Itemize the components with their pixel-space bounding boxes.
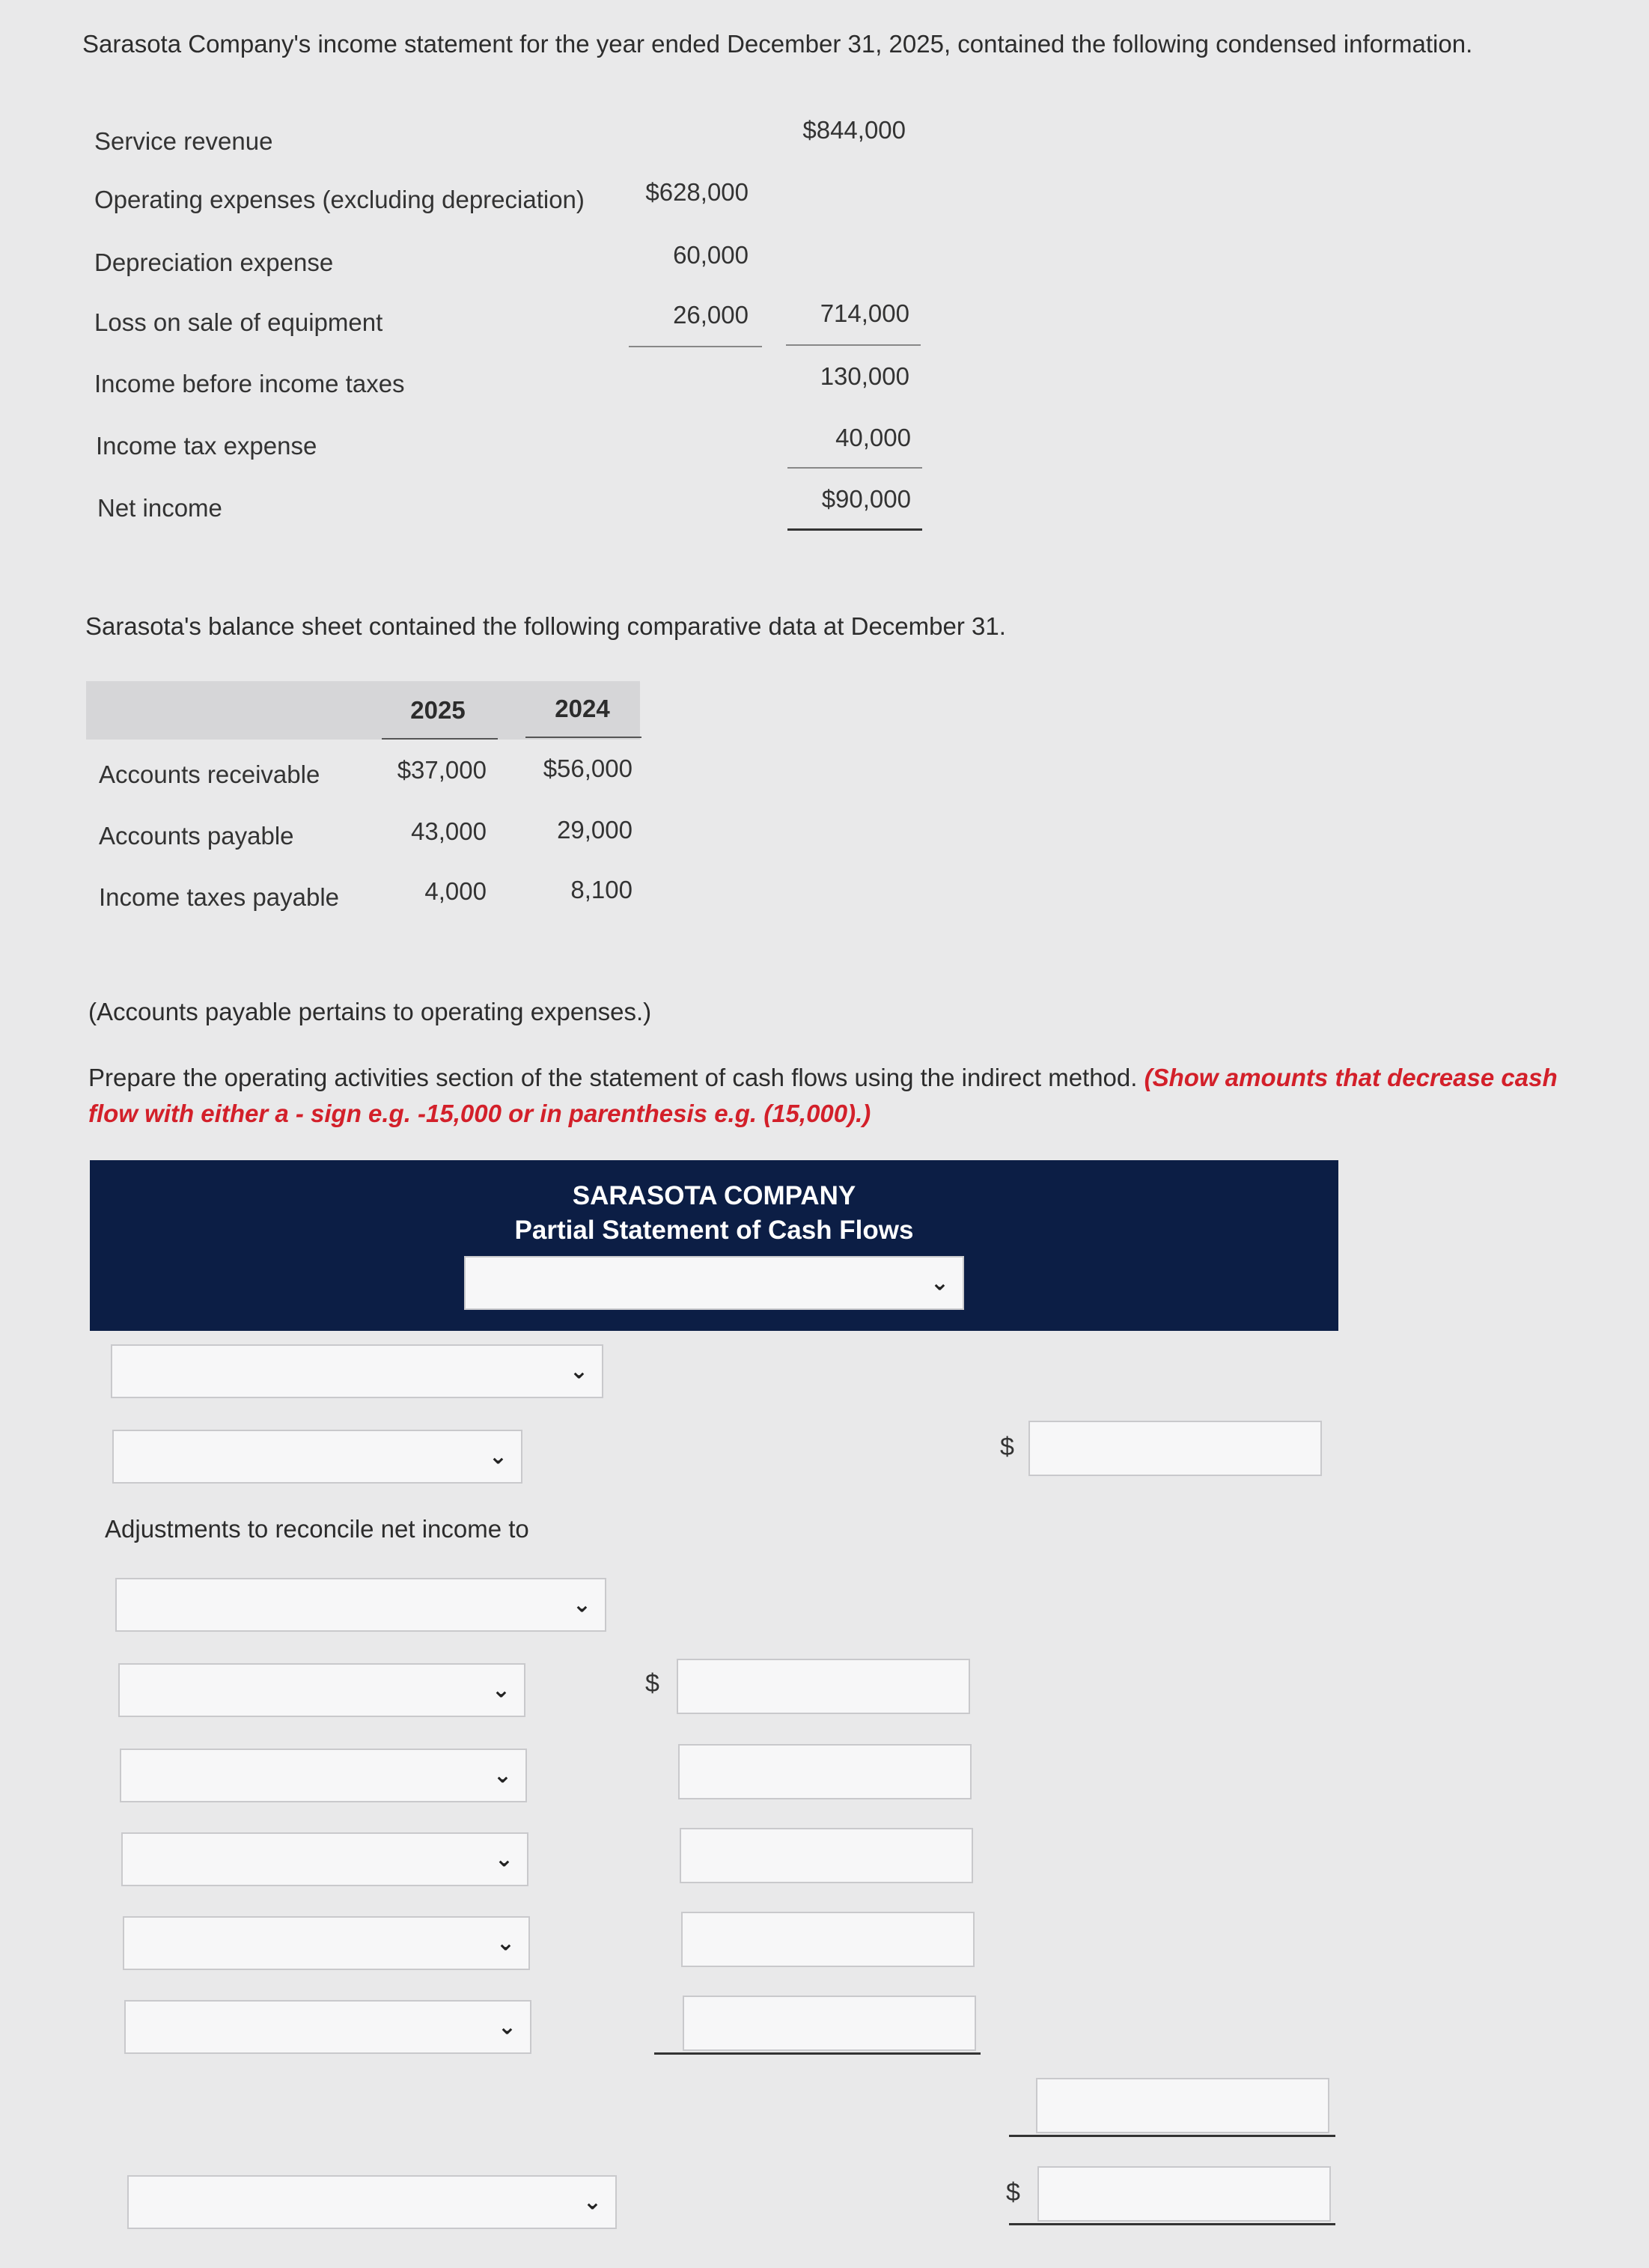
adjustment-select-2[interactable] <box>120 1749 527 1802</box>
adjustment-input-5[interactable] <box>683 1996 976 2051</box>
total-adjustments-rule <box>1009 2135 1335 2137</box>
accounts-payable-note: (Accounts payable pertains to operating expenses.) <box>88 998 652 1025</box>
adjustment-select-3[interactable] <box>121 1832 528 1886</box>
adjustment-select-5[interactable] <box>124 2000 531 2054</box>
bs-row-label: Accounts receivable <box>99 760 320 788</box>
adjustments-select[interactable] <box>115 1578 606 1632</box>
chevron-down-icon: ⌄ <box>494 1847 513 1872</box>
income-before-taxes-amount: 130,000 <box>820 362 909 390</box>
balance-intro: Sarasota's balance sheet contained the following comparative data at December 31. <box>85 612 1006 640</box>
chevron-down-icon: ⌄ <box>493 1763 512 1788</box>
total-expenses-amount: 714,000 <box>820 299 909 327</box>
section-heading-select[interactable] <box>111 1344 603 1398</box>
chevron-down-icon: ⌄ <box>569 1359 588 1384</box>
subtotal-rule-right <box>786 344 921 346</box>
chevron-down-icon: ⌄ <box>488 1444 507 1469</box>
tax-rule <box>787 467 922 469</box>
chevron-down-icon: ⌄ <box>497 2014 516 2040</box>
net-income-input[interactable] <box>1028 1421 1322 1476</box>
dollar-sign: $ <box>645 1669 659 1698</box>
dollar-sign: $ <box>1006 2178 1020 2207</box>
col-2024-rule <box>525 737 641 738</box>
bs-row-label: Accounts payable <box>99 822 294 850</box>
bs-row-2025: 4,000 <box>424 877 487 905</box>
instruction-text <box>88 1060 1600 1132</box>
operating-expenses-label: Operating expenses (excluding depreciation) <box>94 186 585 213</box>
depreciation-label: Depreciation expense <box>94 249 334 276</box>
subtotal-rule-mid <box>629 346 762 347</box>
bs-row-2024: 29,000 <box>557 816 633 844</box>
bs-row-2025: $37,000 <box>397 756 487 784</box>
statement-title: Partial Statement of Cash Flows <box>514 1216 914 1245</box>
depreciation-amount: 60,000 <box>673 241 749 269</box>
income-before-taxes-label: Income before income taxes <box>94 370 405 397</box>
loss-on-sale-label: Loss on sale of equipment <box>94 308 383 336</box>
col-2024: 2024 <box>555 695 610 722</box>
income-tax-expense-amount: 40,000 <box>835 424 911 451</box>
net-income-amount: $90,000 <box>821 485 911 513</box>
chevron-down-icon: ⌄ <box>930 1270 949 1296</box>
adjustments-total-rule <box>654 2052 981 2055</box>
intro-text: Sarasota Company's income statement for the year ended December 31, 2025, contained the following condensed information. <box>82 30 1473 58</box>
adjustment-select-4[interactable] <box>123 1916 530 1970</box>
instruction-red: (Show amounts that decrease cash flow with either a - sign e.g. -15,000 or in parenthesis e.g. (15,000).) <box>88 1064 1558 1127</box>
dollar-sign: $ <box>1000 1433 1014 1461</box>
net-cash-select[interactable] <box>127 2175 617 2229</box>
col-2025-rule <box>382 738 498 740</box>
chevron-down-icon: ⌄ <box>582 2189 602 2215</box>
bs-row-label: Income taxes payable <box>99 883 340 911</box>
service-revenue-label: Service revenue <box>94 127 273 155</box>
adjustments-label: Adjustments to reconcile net income to <box>105 1515 529 1543</box>
col-2025: 2025 <box>410 696 466 724</box>
bs-row-2024: 8,100 <box>570 876 633 903</box>
adjustment-select-1[interactable] <box>118 1663 525 1717</box>
income-tax-expense-label: Income tax expense <box>96 432 317 460</box>
loss-on-sale-amount: 26,000 <box>673 301 749 329</box>
chevron-down-icon: ⌄ <box>491 1677 510 1703</box>
bs-row-2024: $56,000 <box>543 755 633 782</box>
adjustment-input-2[interactable] <box>678 1744 972 1799</box>
net-income-select[interactable] <box>112 1430 522 1484</box>
instruction-main: Prepare the operating activities section of the statement of cash flows using the indirect method. <box>88 1064 1138 1091</box>
net-cash-rule <box>1009 2223 1335 2225</box>
net-income-double-rule <box>787 528 922 531</box>
service-revenue-amount: $844,000 <box>802 116 906 144</box>
bs-row-2025: 43,000 <box>411 817 487 845</box>
statement-banner <box>90 1160 1338 1331</box>
adjustment-input-3[interactable] <box>680 1828 973 1883</box>
operating-expenses-amount: $628,000 <box>645 178 749 206</box>
adjustment-input-1[interactable] <box>677 1659 970 1714</box>
company-name: SARASOTA COMPANY <box>572 1181 856 1210</box>
chevron-down-icon: ⌄ <box>496 1930 515 1956</box>
total-adjustments-input[interactable] <box>1036 2078 1329 2133</box>
chevron-down-icon: ⌄ <box>572 1592 591 1618</box>
adjustment-input-4[interactable] <box>681 1912 975 1967</box>
net-income-label: Net income <box>97 494 222 522</box>
period-select[interactable] <box>464 1256 964 1310</box>
net-cash-input[interactable] <box>1037 2166 1331 2222</box>
